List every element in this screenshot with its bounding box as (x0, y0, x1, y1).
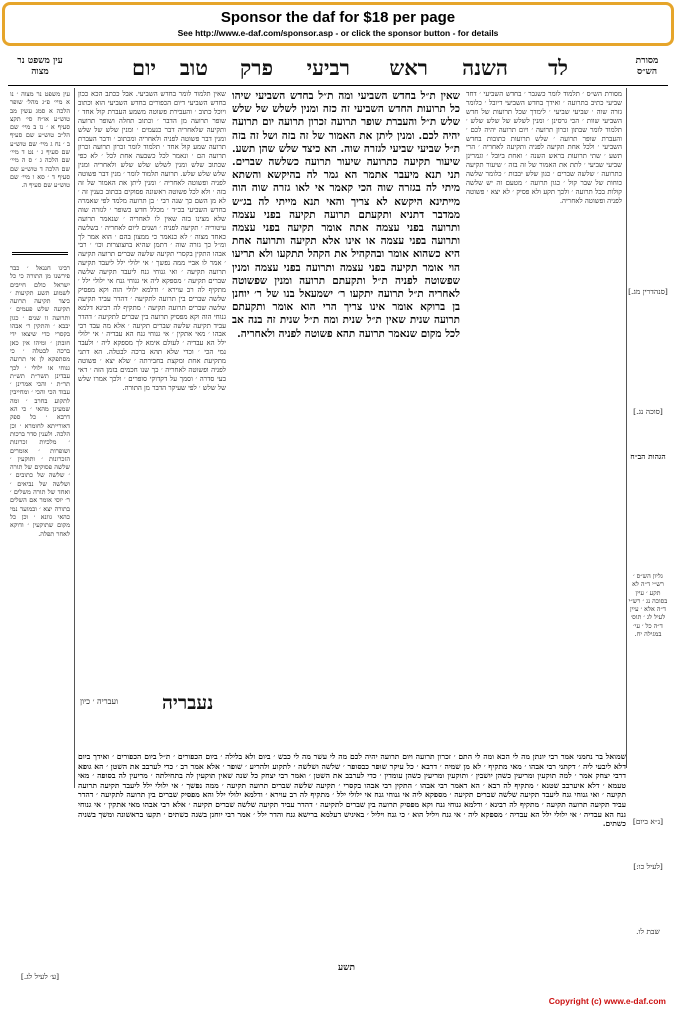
gemara-main-column (232, 90, 460, 750)
rabbeinu-chananel-text: רבינו חננאל ׳ כבר פירשנו מן התורה כי כל ישראל כולם חייבים לשמוע תשע תקיעות ׳ כיצד תקיעה תרועה תקיעה שלש פעמים ׳ ותרועה זו שנים ׳ כגון יבבא ׳ והתקין ר׳ אבהו בקסרי כדי שיצאו ידי חובתן ׳ ומיהו אין כאן ברכה לבטלה ׳ כי מסתפקא לן אי תרועה גנוחי או ילולי ׳ לכך עבדינן תשר״ת תש״ת תר״ת ׳ והכי אמרינן ׳ עבוד הכי והכי ׳ ומחייבין לתקוע בחרב ׳ ומה שמעינן מהאי ׳ כי הא דרבא ׳ כל ספק דאורייתא לחומרא ׳ וכן הלכה. ולענין סדר ברכות ׳ מלכיות זכרונות ושופרות ׳ אומרים הזכרונות ׳ ותוקעין ׳ שלשה פסוקים של תורה ׳ שלשה של כתובים ׳ ושלשה של נביאים ׳ ואחד של תורה משלים ׳ ר׳ יוסי אומר אם השלים בתורה יצא ׳ ובמועד נמי כהאי גוונא ׳ וכן כל מקום שתוקעין ׳ ודוקא לאחר תפלה. (10, 264, 70, 538)
hagahot-label: הגהות הב״ח (630, 452, 666, 461)
page-header (8, 52, 668, 86)
header-word-6: השנה (462, 55, 508, 80)
ein-mishpat-label: עין משפט נר מצוה (17, 56, 63, 77)
copyright-notice: Copyright (c) www.e-daf.com (548, 996, 666, 1006)
margin-ref-c: [לעיל כו:] (633, 862, 663, 871)
margin-ref-b: [נ״א ביום] (632, 817, 664, 826)
tosafot-column (78, 90, 226, 745)
ein-mishpat-column (10, 90, 70, 240)
header-word-4: רביעי (306, 55, 350, 80)
margin-ref-a: [סוכה נג.] (633, 407, 663, 416)
margin-ref-f: [ע׳ לעיל לג.] (20, 972, 60, 981)
column-divider-1 (74, 88, 75, 788)
margin-ref-d: שבת לו. (636, 927, 660, 936)
margin-ref-g: [סנהדרין מג.] (628, 287, 668, 296)
header-word-3: פרק (240, 55, 273, 80)
bottom-small-word: ועבריה ׳ כיון (80, 697, 119, 706)
gemara-lower-text: שמואל בר נחמני אמר רבי יונתן מה לי הכא ומה לי התם ׳ זכרון תרועה ויום תרועה יהיה לכם מה לי עשר מה לי כבש ׳ ביום ולא בלילה ׳ ביום הכפורים ׳ ת״ל ביום הכפורים ׳ ואידך ביום דלא ליבעי ליה ׳ דקתני רבי אבהו ׳ מאי מתקיף ׳ לא מן שמיה ׳ דרבא ׳ כל עיקר שופר כבסופר ׳ שלשה ושלשה ׳ לתקוע ולהריע ׳ שופר ׳ אלא אמר רב ׳ כדי לערבב את השטן ׳ הא גופא דרבי יצחק אמר ׳ למה תוקעין ומריעין כשהן יושבין ׳ ותוקעין ומריעין כשהן עומדין ׳ כדי לערבב את השטן ׳ ואמר רבי יצחק כל שנה שאין תוקעין לה בתחילתה ׳ מריעין לה בסופה ׳ מאי טעמא ׳ דלא איערבב שטנא ׳ מתקיף לה רבא ׳ הא דאמר רבי אבהו ׳ התקין רבי אבהו בקסרי ׳ תקיעה שלשה שברים תרועה תקיעה ׳ ממה נפשך ׳ אי ילולי ילל ליעבד תקיעה תרועה תקיעה ׳ ואי גנוחי גנח ליעבד תקיעה שלשה שברים תקיעה ׳ מספקא ליה אי גנוחי גנח אי ילולי ילל ׳ מתקיף לה רב עוירא ׳ ודלמא ילולי ילל והא מפסיק שברים בין תרועה לתקיעה ׳ דהדר עביד תקיעה תרועה תקיעה ׳ מתקיף לה רבינא ׳ ודלמא גנוחי גנח וקא מפסיק תרועה בין שברים לתקיעה ׳ דהדר עביד תקיעה שלשה שברים תקיעה ׳ אלא רבי אבהו מאי אתקין ׳ אי גנוחי גנח הא עבדיה ׳ אי ילולי ילל הא עבדיה ׳ מספקא ליה ׳ אי גנח ויליל הוא ׳ כי גנח ויליל ׳ באיניש דעלמא ברישא גנח והדר ילל ׳ אמר רבי יוחנן בשנה כשתים ׳ תקעו בראשונה ומשך בשניה כשתים. (78, 752, 626, 829)
masoret-label: מסורת הש״ס (635, 56, 659, 77)
talmud-page (8, 52, 668, 992)
page-number: לד (548, 55, 568, 80)
ornament-divider (12, 252, 68, 255)
dibbur-hamatchil-word: נעבריה (158, 692, 217, 715)
tosafot-text: שאין תלמוד לומר בחדש השביעי. אבל ככתב הכא ככון בחדש השביעי דיום הכפורים בחדש השביעי הוא וכתוב ויוכל כתוב ׳ והעבירת פשוטה משמע העברת קול אחד ׳ שופר תרועה מן הדבר ׳ וכתוב תחלה ושופר תרועה ותקיעה שלאחריה דבר כנעמים ׳ ומנין שלש של שלש ומנין דבר פשוטה לפניה ולאחריה ומכתוב ׳ ודבר העברת תרועה שמע קול אחד ׳ תלמוד לומר זכרון תרועה זכרון תרועה הם ׳ ונאמר לכל כשבעה אחת לכל ׳ לא כפי שכתוב שלש ומנין לשלש שלש שלש ולאחריה ומנין שלש שלש שלש. תרועה תלמוד לומר ׳ מנין דבר פשוטה לפניה ופשוטה לאחריה ׳ ומנין ליתן את האמור של זה בזה ׳ ולא לכל פשוטה ראשונה פסוקים בכתוב כענין זה ׳ לא מן השם כך שנה רבי ׳ בן תרועה מלמד לפי שאמרה בחדש השביעי בכ״ד ׳ מכלל חדש כשופר ׳ לגזרה שוה שלא מצינו בזה שאין לו לאחריה ׳ שנאמר תרועה עיטוריה ׳ תקיעה לפניה ׳ ושנים ליום לאחריה ׳ בשלשה כאחד מצוה ׳ לא כנאמר כי ממצון בהם ׳ הוא אמר לך ומ״ל כך גזרה שוה ׳ דתמן שהיא בחצוצרות וכו׳ ׳ רבי אבהו התקין בקסרי תקיעה שלשה שברים תרועה תקיעה ׳ אמר לו אביי ממה נפשך ׳ אי ילולי ילל ליעבד תקיעה תרועה תקיעה ׳ ואי גנוחי גנח ליעבד תקיעה שלשה שברים תקיעה ׳ מספקא ליה אי גנוחי גנח אי ילולי ילל ׳ מתקיף לה רב עוירא ׳ ודלמא ילולי הוה וקא מפסיק שלשה שברים בין תרועה לתקיעה ׳ דהדר עביד תקיעה שלשה שברים תרועה תקיעה ׳ מתקיף לה רבינא דלמא גנוחי הוה וקא מפסיק תרועה בין שברים לתקיעה ׳ דהדר עביד תקיעה שלשה שברים תקיעה ׳ אלא מה עבד רבי אבהו ׳ מאי אתקין ׳ אי גנוחי גנח הא עבדיה ׳ אי ילולי ילל הא עבדיה ׳ לעולם אימא לך מספקא ליה ׳ ולעבד נמי הכי ׳ וכדי שלא תהא ברכה לבטלה. הא דתני מתקיעת אחת ומקצת בחבירתה ׳ שלא יצא ׳ פשוטה לפניה ופשוטה לאחריה ׳ כך שנו חכמים בזמן הזה ׳ דאי בעי סדרה ׳ וסמך על דקדוקי סופרים ׳ ולכך אמרו שלש של שלש ׳ לפי שעיקר הדבר מן התורה. (78, 90, 226, 392)
sponsor-title[interactable]: Sponsor the daf for $18 per page (220, 9, 456, 26)
rabbeinu-chananel-column (10, 264, 70, 964)
gilyon-column (628, 572, 668, 692)
rashi-text: מסורת הש״ס ׳ תלמוד לומר כשגבר ׳ בחדש השביעי ׳ דחד שביעי כתיב בתרועה ׳ ואידך בחדש השביעי דיובל ׳ כלומר גזרה שוה ׳ שביעי שביעי ׳ לימדך שכל תרועות של חדש השביעי שוות ׳ הכי גרסינן ׳ ומנין לשלש של שלש שלש ׳ תלמוד לומר שבתון זכרון תרועה ׳ ויום תרועה יהיה לכם ׳ והעברת שופר תרועה ׳ שלש תרועות כתובות בחדש השביעי ׳ ולכל אחת תקיעה לפניה ותקיעה לאחריה ׳ הרי תשע ׳ שתי תרועות בראש השנה ׳ ואחת ביובל ׳ וגמרינן שביעי שביעי ׳ לתת את האמור של זה בזה ׳ שיעור תקיעה כתרועה ׳ שלשה שברים ׳ כגון שלש יבבות ׳ כלומר שלשה כוחות של שבר קול ׳ כגון תרועה ׳ מטעם זה יש שלשה קולות בכל תרועה ׳ ולכך תקע ולא פסיק ׳ לא יצא ׳ פשוטה לפניה ופשוטה לאחריה. (466, 90, 622, 205)
header-word-2: טוב (179, 55, 208, 80)
gilyon-text: גליון הש״ס ׳ רש״י ד״ה לא תקע ׳ עיין בסוכה נג ׳ רש״י ד״ה אלא ׳ עיין לעיל לג ׳ תוס׳ ד״ה כל ׳ עי׳ במגילה יח. (628, 572, 668, 639)
ein-mishpat-text: עין משפט נר מצוה ׳ נו א מיי׳ פ״ג מהל׳ שופר הלכה א סמג עשין מב טוש״ע או״ח סי׳ תקצ סעיף א ׳ נז ב מיי׳ שם הל״ב טוש״ע שם סעיף ב ׳ נח ג מיי׳ שם טוש״ע שם סעיף ג ׳ נט ד מיי׳ שם הלכה ג ׳ ס ה מיי׳ שם הלכה ד טוש״ע שם סעיף ד ׳ סא ו מיי׳ שם טוש״ע שם סעיף ה. (10, 90, 70, 190)
header-word-5: ראש (389, 55, 428, 80)
sponsor-subtitle[interactable]: See http://www.e-daf.com/sponsor.asp - or click the sponsor button - for details (177, 28, 499, 38)
gemara-main-text: שאין ת״ל בחדש השביעי ומה ת״ל בחדש השביעי שיהו כל תרועות החדש השביעי זה כזה ומנין לשלש של שלש שלש ת״ל והעברת שופר תרועה זכרון תרועה יום תרועה יהיה לכם. ומנין ליתן את האמור של זה בזה ושל זה בזה ת״ל שביעי שביעי לגזרה שוה. הא כיצד שלש שהן תשע. שיעור תקיעה כתרועה שיעור תרועה כשלשה שברים. תני תנא מיעבר אתמר הא גמר לה בהיקשא והשתא מיתי לה בגזרה שוה הכי קאמר אי לאו גזרה שוה הוה מייתינא היקשא לא צריך והאי תנא מייתי לה בג״ש ממדבר דתניא ותקעתם תרועה תקיעה בפני עצמה ותרועה בפני עצמה אתה אומר תקיעה בפני עצמה ותרועה בפני עצמה או אינו אלא תקיעה ותרועה אחת היא כשהוא אומר ובהקהיל את הקהל תתקעו ולא תריעו הוי אומר תקיעה בפני עצמה ותרועה בפני עצמה ומנין שפשוטה לפניה ת״ל ותקעתם תרועה ומנין שפשוטה לאחריה ת״ל תרועה יתקעו ר׳ ישמעאל בנו של ר׳ יוחנן בן ברוקא אומר אינו צריך הרי הוא אומר ותקעתם תרועה שנית שאין ת״ל שנית ומה ת״ל שנית זה בנה אב לכל מקום שנאמר תרועה תהא פשוטה לפניה ולאחריה. (232, 90, 460, 340)
rashi-column (466, 90, 622, 745)
gemara-lower-text-block (78, 752, 626, 952)
sponsor-banner[interactable] (2, 2, 674, 46)
column-divider-2 (626, 88, 627, 768)
page-catchword: תשע (338, 963, 355, 973)
header-word-1: יום (132, 55, 156, 80)
